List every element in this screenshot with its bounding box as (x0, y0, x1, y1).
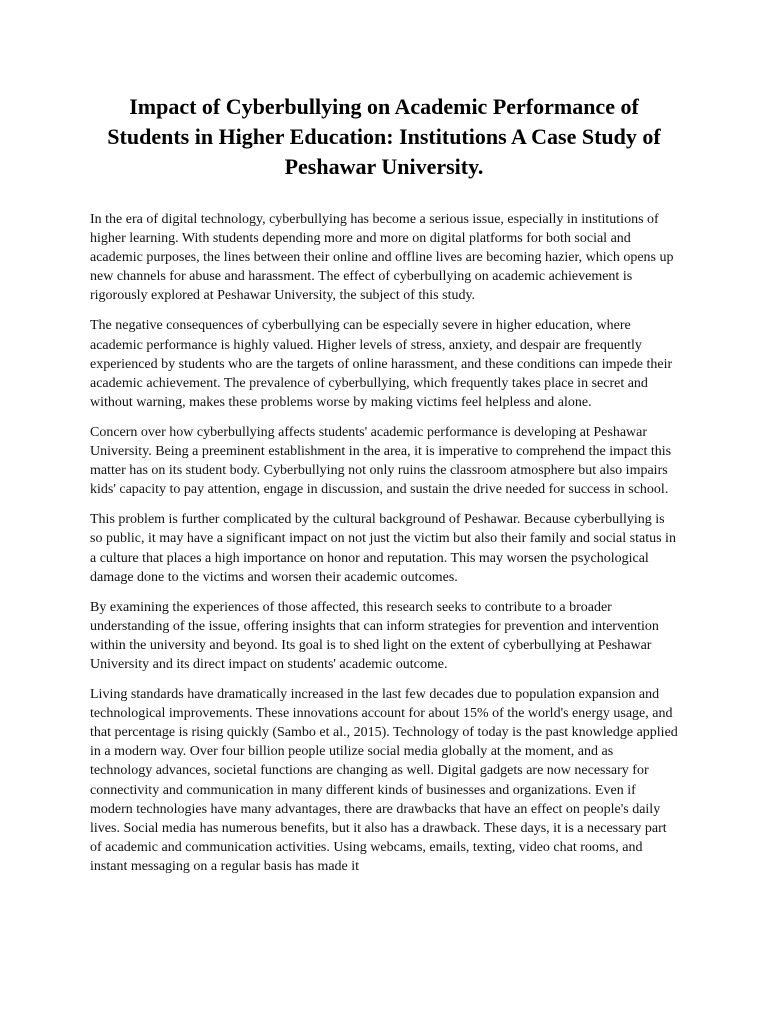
paragraph-3: Concern over how cyberbullying affects students' academic performance is developing at Peshawar University. Being a preeminent establishment in the area, it is imperative to comprehend the impact this matter has on its student body. Cyberbullying not only ruins the classroom atmosphere but also impairs kids' capacity to pay attention, engage in discussion, and sustain the drive needed for success in school. (90, 424, 672, 498)
document-body (90, 210, 678, 876)
document-title: Impact of Cyberbullying on Academic Performance of Students in Higher Education: Institutions A Case Study of Peshawar University. (107, 94, 661, 179)
paragraph-4: This problem is further complicated by the cultural background of Peshawar. Because cyberbullying is so public, it may have a significant impact on not just the victim but also their family and social status in a culture that places a high importance on honor and reputation. This may worsen the psychological damage done to the victims and worsen their academic outcomes. (90, 512, 676, 585)
paragraph-6: Living standards have dramatically increased in the last few decades due to population expansion and technological improvements. These innovations account for about 15% of the world's energy usage, and that percentage is rising quickly (Sambo et al., 2015). Technology of today is the past knowledge applied in a modern way. Over four billion people utilize social media globally at the moment, and as technology advances, societal functions are changing as well. Digital gadgets are now necessary for connectivity and communication in many different kinds of businesses and organizations. Even if modern technologies have many advantages, there are drawbacks that have an effect on people's daily lives. Social media has numerous benefits, but it also has a drawback. These days, it is a necessary part of academic and communication activities. Using webcams, emails, texting, video chat rooms, and instant messaging on a regular basis has made it (90, 687, 678, 874)
paragraph-5: By examining the experiences of those affected, this research seeks to contribute to a broader understanding of the issue, offering insights that can inform strategies for prevention and intervention within the university and beyond. Its goal is to shed light on the extent of cyberbullying at Peshawar University and its direct impact on students' academic outcome. (90, 599, 659, 672)
paragraph-2: The negative consequences of cyberbullying can be especially severe in higher education, where academic performance is highly valued. Higher levels of stress, anxiety, and despair are frequently experienced by students who are the targets of online harassment, and these conditions can impede their academic achievement. The prevalence of cyberbullying, which frequently takes place in secret and without warning, makes these problems worse by making victims feel helpless and alone. (90, 318, 673, 410)
paragraph-1: In the era of digital technology, cyberbullying has become a serious issue, especially in institutions of higher learning. With students depending more and more on digital platforms for both social and academic purposes, the lines between their online and offline lives are becoming hazier, which opens up new channels for abuse and harassment. The effect of cyberbullying on academic achievement is rigorously explored at Peshawar University, the subject of this study. (90, 212, 674, 304)
